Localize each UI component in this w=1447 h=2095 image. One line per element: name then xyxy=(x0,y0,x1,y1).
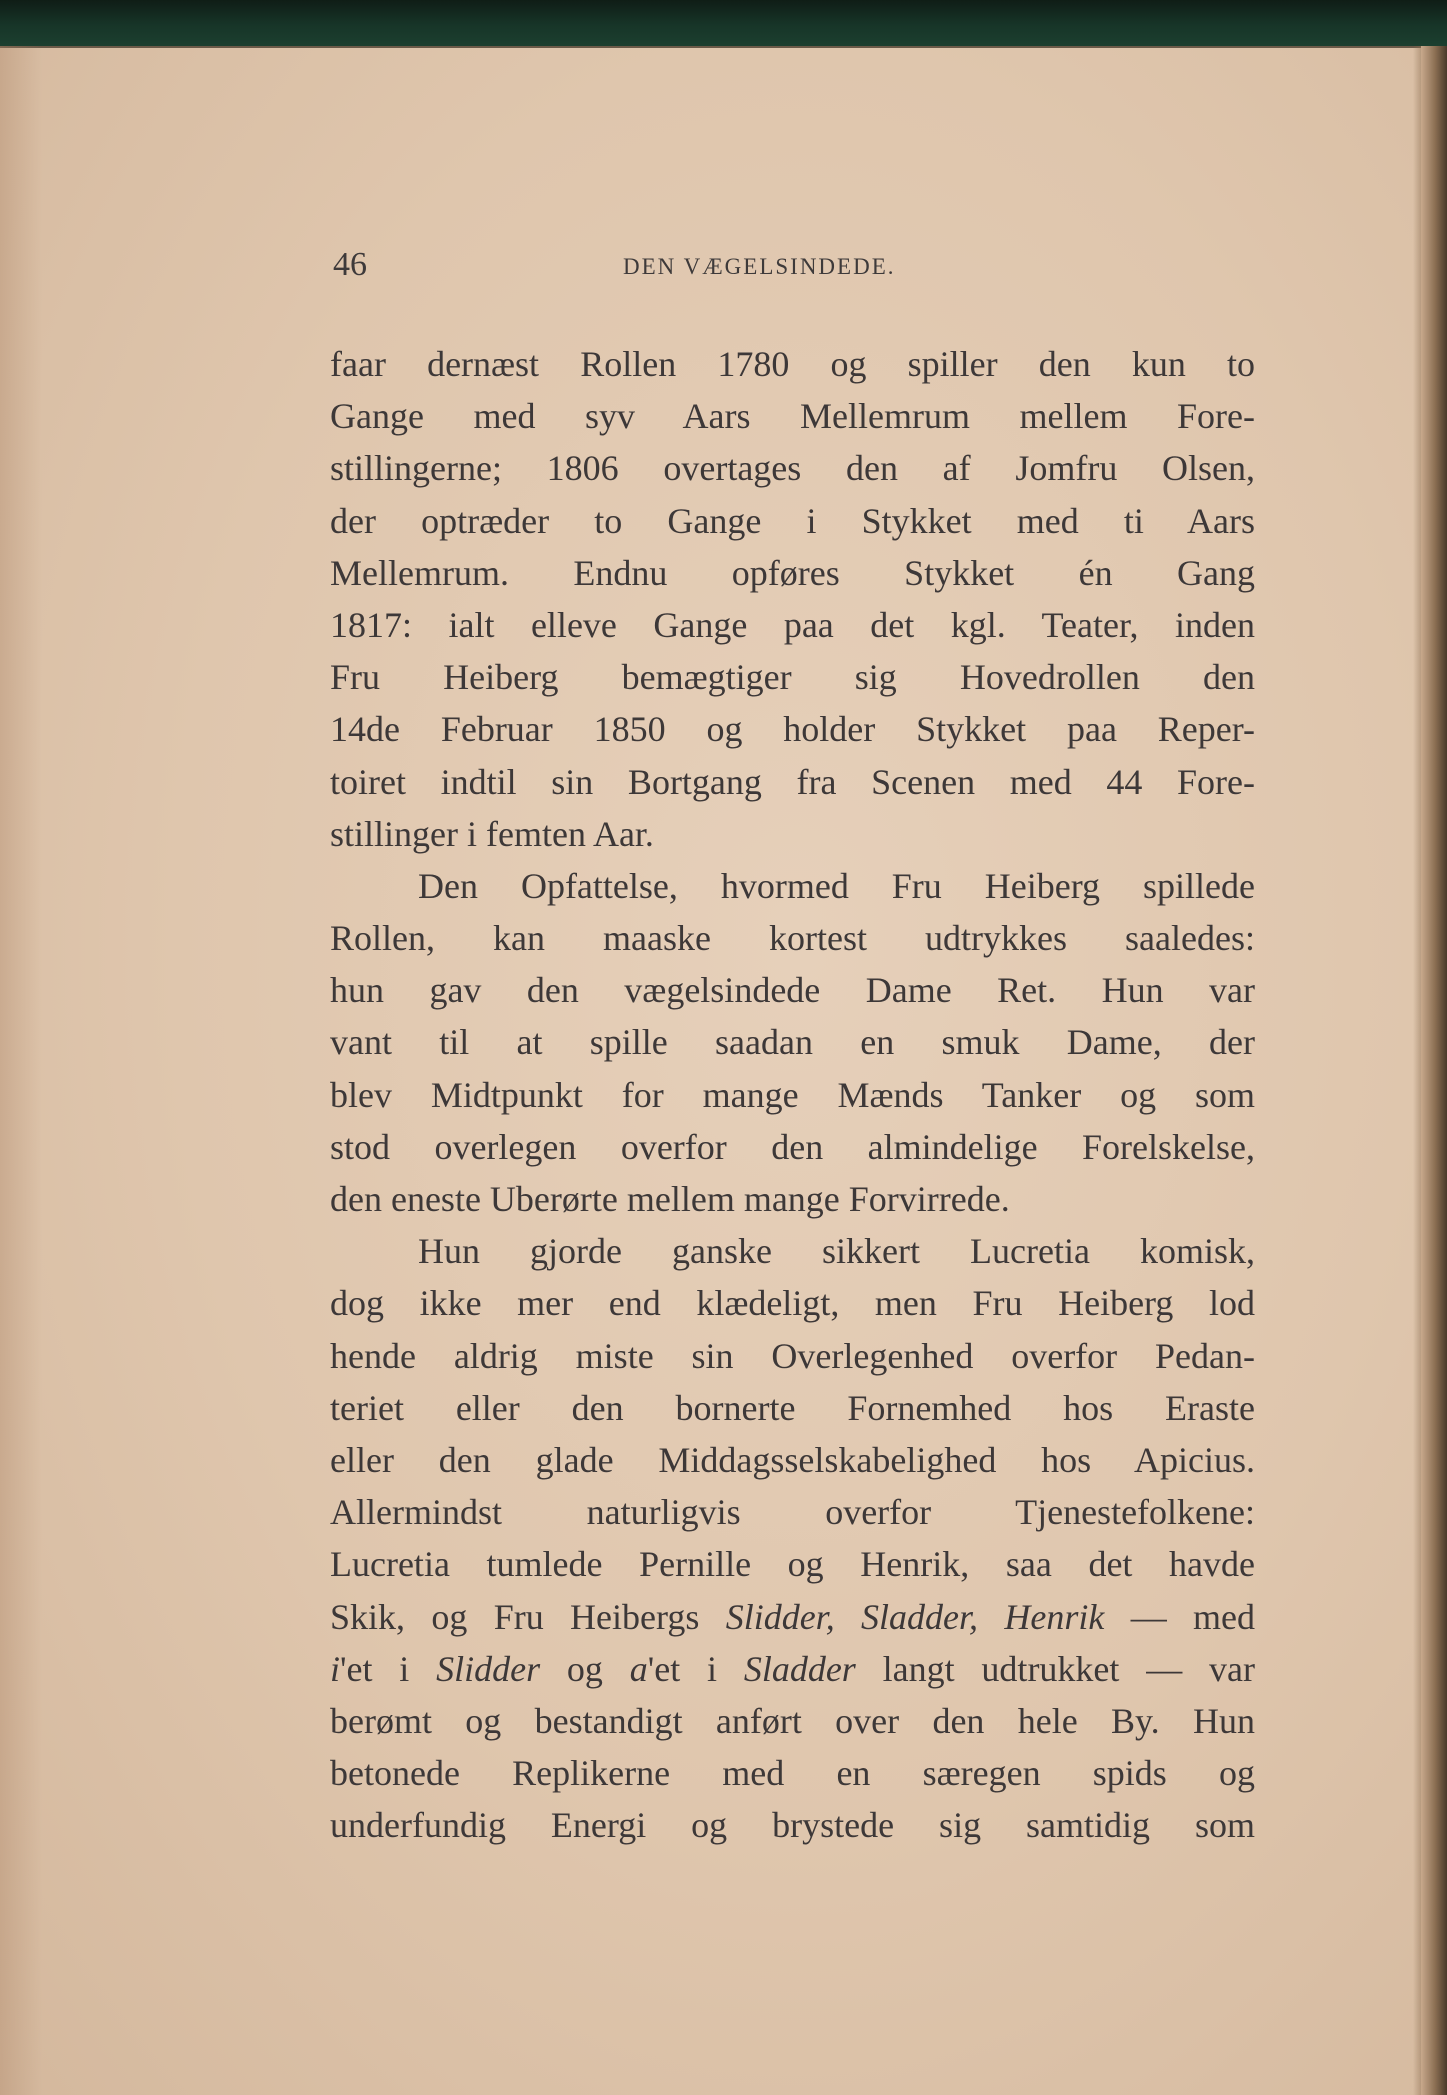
text-line xyxy=(330,1747,1255,1799)
text-line xyxy=(330,1591,1255,1643)
text-line xyxy=(330,1069,1255,1121)
text-segment: Fru Heiberg bemægtiger sig Hovedrollen den xyxy=(330,657,1255,698)
text-line xyxy=(330,1277,1255,1329)
text-segment: stod overlegen overfor den almindelige Forelskelse, xyxy=(330,1126,1255,1167)
text-segment: Rollen, kan maaske kortest udtrykkes saaledes: xyxy=(330,918,1255,959)
text-line xyxy=(330,1799,1255,1851)
text-line xyxy=(330,1486,1255,1538)
text-segment: Hun gjorde ganske sikkert Lucretia komisk, xyxy=(418,1231,1255,1272)
text-line xyxy=(330,1330,1255,1382)
text-segment: betonede Replikerne med en særegen spids og xyxy=(330,1753,1255,1794)
page-number: 46 xyxy=(333,246,367,283)
text-line xyxy=(330,1225,1255,1277)
text-segment: — med xyxy=(1104,1596,1256,1637)
text-line xyxy=(330,495,1255,547)
text-segment: eller den glade Middagsselskabelighed hos Apicius. xyxy=(330,1439,1255,1480)
text-segment: Den Opfattelse, hvormed Fru Heiberg spillede xyxy=(418,865,1255,906)
text-line xyxy=(330,703,1255,755)
italic-text: Slidder, Sladder, Henrik xyxy=(725,1596,1105,1637)
text-segment: Mellemrum. Endnu opføres Stykket én Gang xyxy=(330,552,1255,593)
text-line xyxy=(330,1643,1255,1695)
text-line xyxy=(330,860,1255,912)
text-segment: stillinger i femten Aar. xyxy=(330,813,654,854)
text-line xyxy=(330,1434,1255,1486)
text-segment: 14de Februar 1850 og holder Stykket paa Reper- xyxy=(330,709,1255,750)
text-line xyxy=(330,912,1255,964)
italic-text: i xyxy=(330,1648,341,1689)
text-line xyxy=(330,338,1255,390)
body-text xyxy=(330,338,1255,1851)
text-segment: Gange med syv Aars Mellemrum mellem Fore- xyxy=(330,396,1255,437)
italic-text: a xyxy=(629,1648,648,1689)
text-segment: langt udtrukket — var xyxy=(855,1648,1255,1689)
text-line xyxy=(330,390,1255,442)
text-segment: toiret indtil sin Bortgang fra Scenen med 44 Fore- xyxy=(330,761,1255,802)
text-segment: Allermindst naturligvis overfor Tjenestefolkene: xyxy=(330,1492,1255,1533)
text-line xyxy=(330,1121,1255,1173)
text-line xyxy=(330,756,1255,808)
text-segment: teriet eller den bornerte Fornemhed hos Eraste xyxy=(330,1387,1255,1428)
page-left-shadow xyxy=(0,46,42,2095)
page-right-shadow xyxy=(1413,46,1421,2095)
text-segment: dog ikke mer end klædeligt, men Fru Heiberg lod xyxy=(330,1283,1255,1324)
text-segment: faar dernæst Rollen 1780 og spiller den kun to xyxy=(330,344,1255,384)
text-line xyxy=(330,1538,1255,1590)
page-fore-edge xyxy=(1421,46,1447,2095)
text-segment: Skik, og Fru Heibergs xyxy=(330,1596,726,1637)
text-segment: hende aldrig miste sin Overlegenhed overfor Pedan- xyxy=(330,1335,1255,1376)
text-segment: underfundig Energi og brystede sig samtidig som xyxy=(330,1805,1255,1846)
text-line xyxy=(330,1382,1255,1434)
text-segment: 'et i xyxy=(647,1648,744,1689)
text-line xyxy=(330,442,1255,494)
text-line xyxy=(330,964,1255,1016)
text-segment: vant til at spille saadan en smuk Dame, der xyxy=(330,1022,1255,1063)
text-line xyxy=(330,651,1255,703)
book-binding-edge xyxy=(0,0,1447,48)
italic-text: Sladder xyxy=(743,1648,856,1689)
text-segment: 1817: ialt elleve Gange paa det kgl. Teater, inden xyxy=(330,604,1255,645)
text-line xyxy=(330,547,1255,599)
text-segment: og xyxy=(540,1648,630,1689)
text-segment: blev Midtpunkt for mange Mænds Tanker og som xyxy=(330,1074,1255,1115)
text-segment: hun gav den vægelsindede Dame Ret. Hun var xyxy=(330,970,1255,1011)
text-segment: stillingerne; 1806 overtages den af Jomfru Olsen, xyxy=(330,448,1255,489)
text-segment: der optræder to Gange i Stykket med ti Aars xyxy=(330,500,1255,541)
text-line xyxy=(330,808,1255,860)
text-line xyxy=(330,599,1255,651)
text-line xyxy=(330,1173,1255,1225)
running-title: DEN VÆGELSINDEDE. xyxy=(623,254,896,279)
running-head xyxy=(333,238,973,298)
text-segment: 'et i xyxy=(340,1648,437,1689)
text-line xyxy=(330,1016,1255,1068)
text-segment: berømt og bestandigt anført over den hele By. Hun xyxy=(330,1700,1255,1741)
text-segment: den eneste Uberørte mellem mange Forvirrede. xyxy=(330,1179,1010,1219)
text-line xyxy=(330,1695,1255,1747)
text-segment: Lucretia tumlede Pernille og Henrik, saa det havde xyxy=(330,1544,1255,1585)
italic-text: Slidder xyxy=(436,1648,541,1689)
